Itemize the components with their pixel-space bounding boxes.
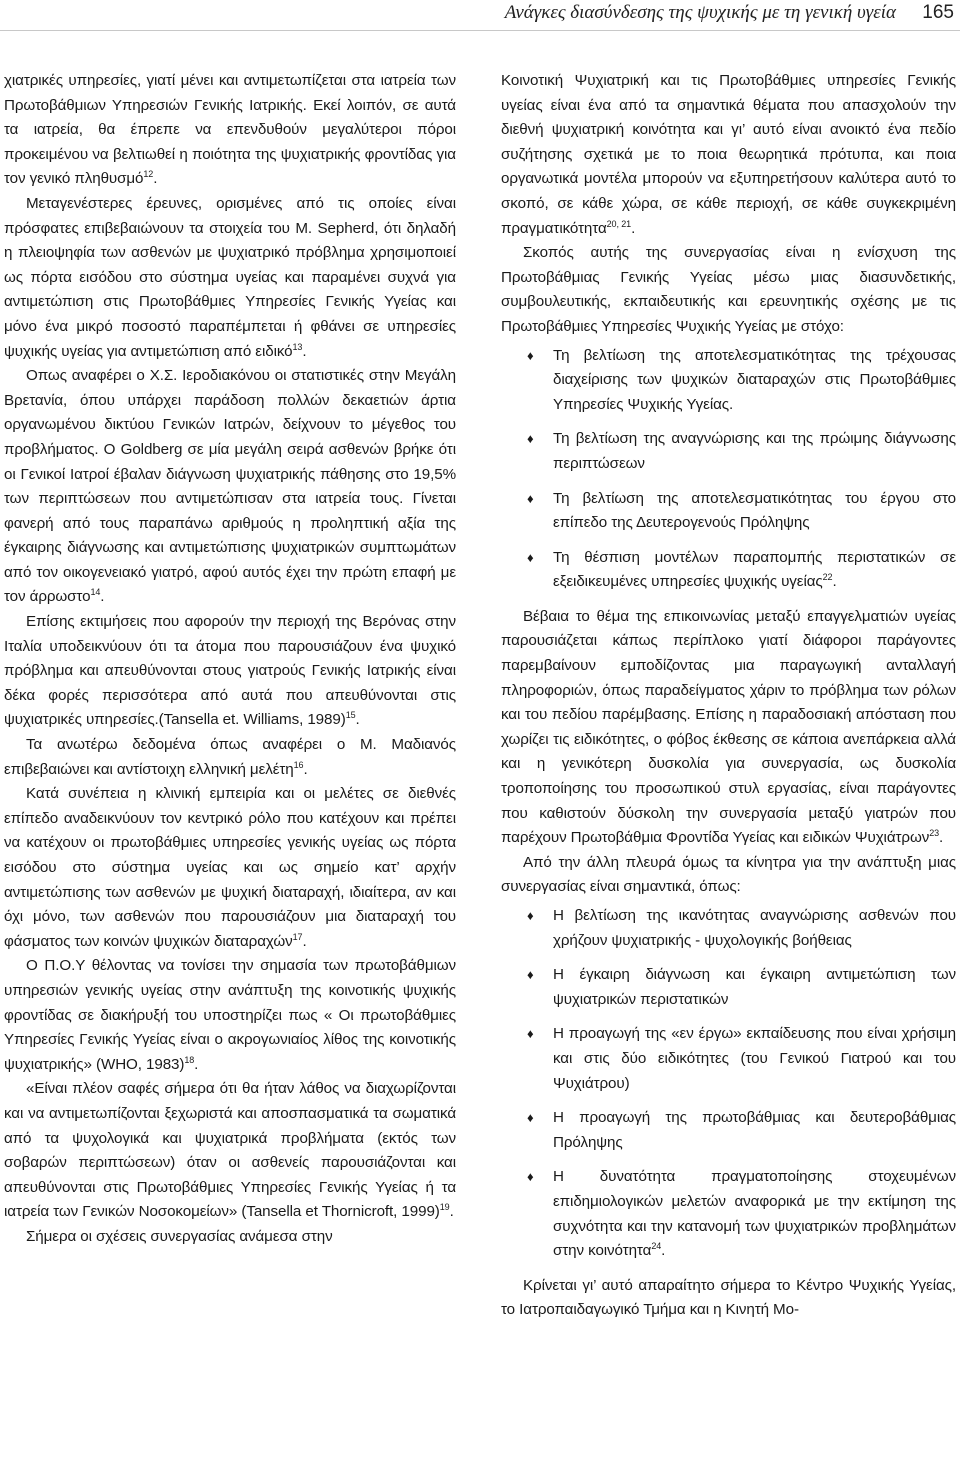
- paragraph: Επίσης εκτιμήσεις που αφορούν την περιοχή της Βερόνας στην Ιταλία υποδεικνύουν ότι τα άτομα που παρουσιάζουν ένα ψυχικό πρόβλημα και απευθύνονται στους γιατρούς Γενικής Ιατρικής είναι δέκα φορές περισσότερα από αυτά που απευθύνονται στις ψυχιατρικές υπηρεσίες.(Tansella et. Williams, 1989)$^{15}$.: [4, 613, 456, 729]
- list-item: ♦ Τη βελτίωση της αποτελεσματικότητας της τρέχουσας διαχείρισης των ψυχικών διαταραχών στις Πρωτοβάθμιες Υπηρεσίες Ψυχικής Υγείας.: [501, 344, 956, 418]
- diamond-bullet-icon: ♦: [527, 1110, 534, 1126]
- list-item: ♦ Η έγκαιρη διάγνωση και έγκαιρη αντιμετώπιση των ψυχιατρικών περιστατικών: [501, 963, 956, 1012]
- paragraph: Σήμερα οι σχέσεις συνεργασίας ανάμεσα στην: [26, 1227, 333, 1245]
- paragraph: Τα ανωτέρω δεδομένα όπως αναφέρει ο Μ. Μαδιανός επιβεβαιώνει και αντίστοιχη ελληνική μελέτη$^{16}$.: [4, 736, 456, 778]
- paragraph: Κοινοτική Ψυχιατρική και τις Πρωτοβάθμιες υπηρεσίες Γενικής υγείας είναι ένα από τα σημαντικά θέματα που απασχολούν την διεθνή ψυχιατρική κοινότητα και γι’ αυτό είναι ανοικτό ένα πεδίο συζήτησης σχετικά με το ποια θεωρητικά πρότυπα, και ποια οργανωτικά μοντέλα μπορούν να εξυπηρετήσουν καλύτερα αυτό το σκοπό, σε κάθε χώρα, σε κάθε περιοχή, σε κάθε συγκεκριμένη πραγματικότητα$^{20, 21}$.: [501, 72, 956, 237]
- diamond-bullet-icon: ♦: [527, 490, 534, 506]
- bullet-list-incentives: [501, 904, 956, 1264]
- list-item: ♦ Τη βελτίωση της αναγνώρισης και της πρώιμης διάγνωσης περιπτώσεων: [501, 427, 956, 476]
- paragraph: «Είναι πλέον σαφές σήμερα ότι θα ήταν λάθος να διαχωρίζονται και να αντιμετωπίζονται ξεχωριστά και αποσπασματικά τα σωματικά από τα ψυχολογικά και ψυχιατρικά προβλήματα (εκτός των σοβαρών περιπτώσεων) όταν οι ασθενείς παρουσιάζονται και απευθύνονται στις Πρωτοβάθμιες Υπηρεσίες Γενικής Υγείας ή τα ιατρεία των Γενικών Νοσοκομείων» (Tansella et Thornicroft, 1999)$^{19}$.: [4, 1080, 456, 1221]
- paragraph: Σκοπός αυτής της συνεργασίας είναι η ενίσχυση της Πρωτοβάθμιας Γενικής Υγείας μέσω μιας διασυνδετικής, συμβουλευτικής, εκπαιδευτικής και ερευνητικής σχέσης με τις Πρωτοβάθμιες Υπηρεσίες Ψυχικής Υγείας με στόχο:: [501, 244, 956, 335]
- paragraph: Κρίνεται γι’ αυτό απαραίτητο σήμερα το Κέντρο Ψυχικής Υγείας, το Ιατροπαιδαγωγικό Τμήμα και η Κινητή Μο-: [501, 1276, 956, 1319]
- bullet-list-goals: [501, 344, 956, 595]
- list-item: ♦ Η προαγωγή της «εν έργω» εκπαίδευσης που είναι χρήσιμη και στις δύο ειδικότητες (του Γενικού Γιατρού και του Ψυχιάτρου): [501, 1022, 956, 1096]
- paragraph: Από την άλλη πλευρά όμως τα κίνητρα για την ανάπτυξη μιας συνεργασίας είναι σημαντικά, όπως:: [501, 853, 956, 896]
- list-item: ♦ Η προαγωγή της πρωτοβάθμιας και δευτεροβάθμιας Πρόληψης: [501, 1106, 956, 1155]
- page-header: [0, 0, 960, 32]
- list-item: ♦ Η βελτίωση της ικανότητας αναγνώρισης ασθενών που χρήζουν ψυχιατρικής - ψυχολογικής βοήθειας: [501, 904, 956, 953]
- list-item: ♦ Η δυνατότητα πραγματοποίησης στοχευμένων επιδημιολογικών μελετών αναφορικά με την εκτίμηση της συχνότητα και την κατανομή των ψυχιατρικών προβλημάτων στην κοινότητα$^{24}$.: [501, 1165, 956, 1263]
- paragraph: Οπως αναφέρει ο Χ.Σ. Ιεροδιακόνου οι στατιστικές στην Μεγάλη Βρετανία, όπου υπάρχει παράδοση πολλών δεκαετιών άρτια οργανωμένου δικτύου Γενικών Ιατρών, δείχνουν το μέγεθος του προβλήματος. Ο Goldberg σε μία μεγάλη σειρά ασθενών βρήκε ότι οι Γενικοί Ιατροί έβαλαν διάγνωση ψυχιατρικής πάθησης στο 19,5% των περιπτώσεων που αντιμετώπισαν στα ιατρεία τους. Γίνεται φανερή από τους παραπάνω αριθμούς η προληπτική αξία της έγκαιρης διάγνωσης και αντιμετώπισης ψυχιατρικών συμπτωμάτων από τον οικογενειακό γιατρό, αφού αυτός έχει την πρώτη επαφή με τον άρρωστο$^{14}$.: [4, 367, 456, 606]
- list-item: ♦ Τη βελτίωση της αποτελεσματικότητας του έργου στο επίπεδο της Δευτερογενούς Πρόληψης: [501, 487, 956, 536]
- header-divider: [0, 30, 960, 31]
- running-title: Ανάγκες διασύνδεσης της ψυχικής με τη γενική υγεία: [504, 2, 896, 23]
- diamond-bullet-icon: ♦: [527, 967, 534, 983]
- page-number: 165: [922, 2, 954, 23]
- diamond-bullet-icon: ♦: [527, 1169, 534, 1185]
- right-column: [501, 69, 956, 1323]
- paragraph: Ο Π.Ο.Υ θέλοντας να τονίσει την σημασία των πρωτοβάθμιων υπηρεσιών γενικής υγείας στην ανάπτυξη της κοινοτικής ψυχικής φροντίδας σε διακήρυξή του υποστηρίζει πως « Οι πρωτοβάθμιες Υπηρεσίες Γενικής Υγείας είναι ο ακρογωνιαίος λίθος της κοινοτικής ψυχιατρικής» (WHO, 1983)$^{18}$.: [4, 957, 456, 1073]
- paragraph: χιατρικές υπηρεσίες, γιατί μένει και αντιμετωπίζεται στα ιατρεία των Πρωτοβάθμιων Υπηρεσιών Γενικής Ιατρικής. Εκεί λοιπόν, σε αυτά τα ιατρεία, θα έπρεπε να επενδυθούν μεγαλύτεροι πόροι προκειμένου να βελτιωθεί η ποιότητα της ψυχιατρικής φροντίδας για τον γενικό πληθυσμό$^{12}$.: [4, 72, 456, 188]
- diamond-bullet-icon: ♦: [527, 1026, 534, 1042]
- diamond-bullet-icon: ♦: [527, 908, 534, 923]
- diamond-bullet-icon: ♦: [527, 431, 534, 447]
- diamond-bullet-icon: ♦: [527, 549, 534, 565]
- left-column: [4, 69, 456, 1250]
- list-item: ♦ Τη θέσπιση μοντέλων παραπομπής περιστατικών σε εξειδικευμένες υπηρεσίες ψυχικής υγείας$^{22}$.: [501, 546, 956, 595]
- paragraph: Κατά συνέπεια η κλινική εμπειρία και οι μελέτες σε διεθνές επίπεδο αναδεικνύουν τον κεντρικό ρόλο που κατέχουν και πρέπει να κατέχουν οι πρωτοβάθμιες υπηρεσίες γενικής υγείας ως πόρτα εισόδου στο σύστημα υγείας και ως σημείο κατ’ αρχήν αντιμετώπισης των ασθενών με ψυχική διαταραχή, ιδιαίτερα, αν και όχι μόνο, των ασθενών που παρουσιάζουν μια διαταραχή του φάσματος των κοινών ψυχικών διαταραχών$^{17}$.: [4, 785, 456, 950]
- diamond-bullet-icon: ♦: [527, 347, 534, 363]
- paragraph: Βέβαια το θέμα της επικοινωνίας μεταξύ επαγγελματιών υγείας παρουσιάζεται κάπως περίπλοκο γιατί διάφοροι παράγοντες παρεμβαίνουν εμποδίζοντας μια παραγωγική ανταλλαγή πληροφοριών, όπως παραδείγματος χάριν το πρόβλημα των ρόλων και του πεδίου παρέμβασης. Επίσης η παραδοσιακή απόσταση που χωρίζει τις ειδικότητες, ο φόβος έκθεσης σε κάποια ανεπάρκεια αλλά και η γενικότερη δυσκολία για συνεργασία, ως δυσκολία τροποποίησης του προσωπικού στυλ εργασίας, είναι παράγοντες που καθιστούν δύσκολη την συνεργασία μεταξύ γιατρών που παρέχουν Πρωτοβάθμια Φροντίδα Υγείας και ειδικών Ψυχιάτρων$^{23}$.: [501, 607, 956, 847]
- paragraph: Μεταγενέστερες έρευνες, ορισμένες από τις οποίες είναι πρόσφατες επιβεβαιώνουν τα στοιχεία του M. Sepherd, ότι δηλαδή η πλειοψηφία των ασθενών με ψυχιατρικό πρόβλημα χρησιμοποιεί ως πόρτα εισόδου στο σύστημα υγείας και παραμένει συχνά για αντιμετώπιση στις Πρωτοβάθμιες Υπηρεσίες Γενικής Υγείας και μόνο ένα μικρό ποσοστό παραπέμπεται ή φθάνει σε υπηρεσίες ψυχικής υγείας για αντιμετώπιση από ειδικό$^{13}$.: [4, 194, 456, 360]
